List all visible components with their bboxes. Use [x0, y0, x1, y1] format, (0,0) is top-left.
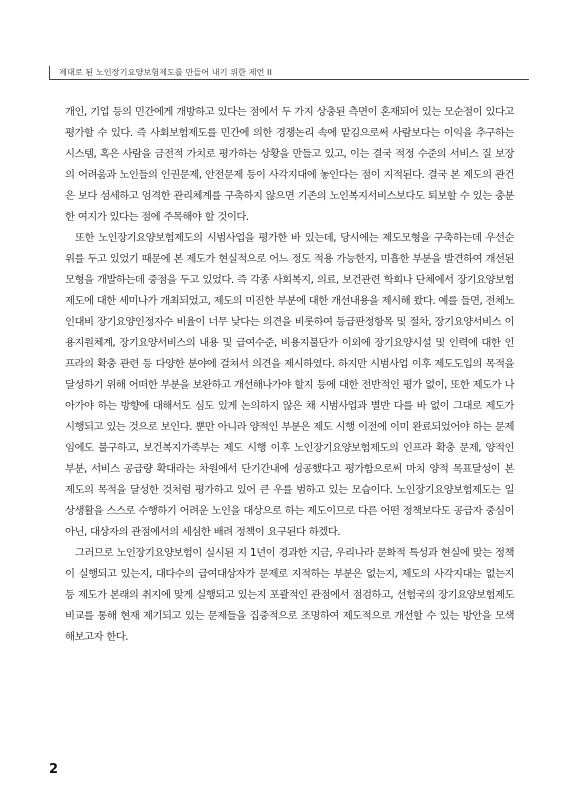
paragraph-3: 그러므로 노인장기요양보험이 실시된 지 1년이 경과한 지금, 우리나라 문화적 특성과 현실에 맞는 정책이 실행되고 있는지, 대다수의 급여대상자가 문제로 지적하는 부분은 없는지, 제도의 사각지대는 없는지 등 제도가 본래의 취지에 맞게 실행되고 있는지 포괄적인 관점에서 점검하고, 선험국의 장기요양보험제도 비교를 통해 현재 제기되고 있는 문제들을 집중적으로 조명하여 제도적으로 개선할 수 있는 방안을 모색해보고자 한다.	[65, 547, 514, 643]
page-number: 2	[49, 762, 59, 777]
paragraph-2: 또한 노인장기요양보험제도의 시범사업을 평가한 바 있는데, 당시에는 제도모형을 구축하는데 우선순위를 두고 있었기 때문에 본 제도가 현실적으로 어느 정도 적용 가능한지, 미흡한 부분을 발견하여 개선된 모형을 개발하는데 중점을 두고 있었다. 즉 각종 사회복지, 의료, 보건관련 학회나 단체에서 장기요양보험제도에 대한 세미나가 개최되었고, 제도의 미진한 부분에 대한 개선내용을 제시해 왔다. 예를 들면, 전체노인대비 장기요양인정자수 비율이 너무 낮다는 의견을 비롯하여 등급판정항목 및 절차, 장기요양서비스 이용지원체계, 장기요양서비스의 내용 및 급여수준, 비용지불단가 이외에 장기요양시설 및 인력에 대한 인프라의 확충 관련 등 다양한 분야에 걸쳐서 의견을 제시하였다. 하지만 시범사업 이후 제도도입의 목적을 달성하기 위해 어떠한 부분을 보완하고 개선해나가야 할지 등에 대한 전반적인 평가 없이, 또한 제도가 나아가야 하는 방향에 대해서도 심도 있게 논의하지 않은 채 시범사업과 별반 다를 바 없이 그대로 제도가 시행되고 있는 것으로 보인다. 뿐만 아니라 양적인 부분은 제도 시행 이전에 이미 완료되었어야 하는 문제임에도 불구하고, 보건복지가족부는 제도 시행 이후 노인장기요양보험제도의 인프라 확충 문제, 양적인 부분, 서비스 공급량 확대라는 차원에서 단기간내에 성공했다고 평가함으로써 마치 양적 목표달성이 본 제도의 목적을 달성한 것처럼 평가하고 있어 큰 우를 범하고 있는 모습이다. 노인장기요양보험제도는 일상생활을 스스로 수행하기 어려운 노인을 대상으로 하는 제도이므로 다른 어떤 정책보다도 공급자 중심이 아닌, 대상자의 관점에서의 세심한 배려 정책이 요구된다 하겠다.	[65, 232, 515, 538]
running-header-title: 제대로 된 노인장기요양보험제도를 만들어 내기 위한 제언 II	[59, 67, 272, 77]
running-header	[49, 66, 529, 80]
body-text	[65, 102, 514, 648]
paragraph-1: 개인, 기업 등의 민간에게 개방하고 있다는 점에서 두 가지 상충된 측면이 혼재되어 있는 모순점이 있다고 평가할 수 있다. 즉 사회보험제도를 민간에 의한 경쟁논리 속에 맡김으로써 사람보다는 이익을 추구하는 시스템, 혹은 사람을 금전적 가치로 평가하는 상황을 만들고 있고, 이는 결국 적정 수준의 서비스 질 보장의 어려움과 노인들의 인권문제, 안전문제 등이 사각지대에 놓인다는 점이 지적된다. 결국 본 제도의 관건은 보다 섬세하고 엄격한 관리체계를 구축하지 않으면 기존의 노인복지서비스보다도 퇴보할 수 있는 충분한 여지가 있다는 점에 주목해야 할 것이다.	[65, 106, 514, 223]
